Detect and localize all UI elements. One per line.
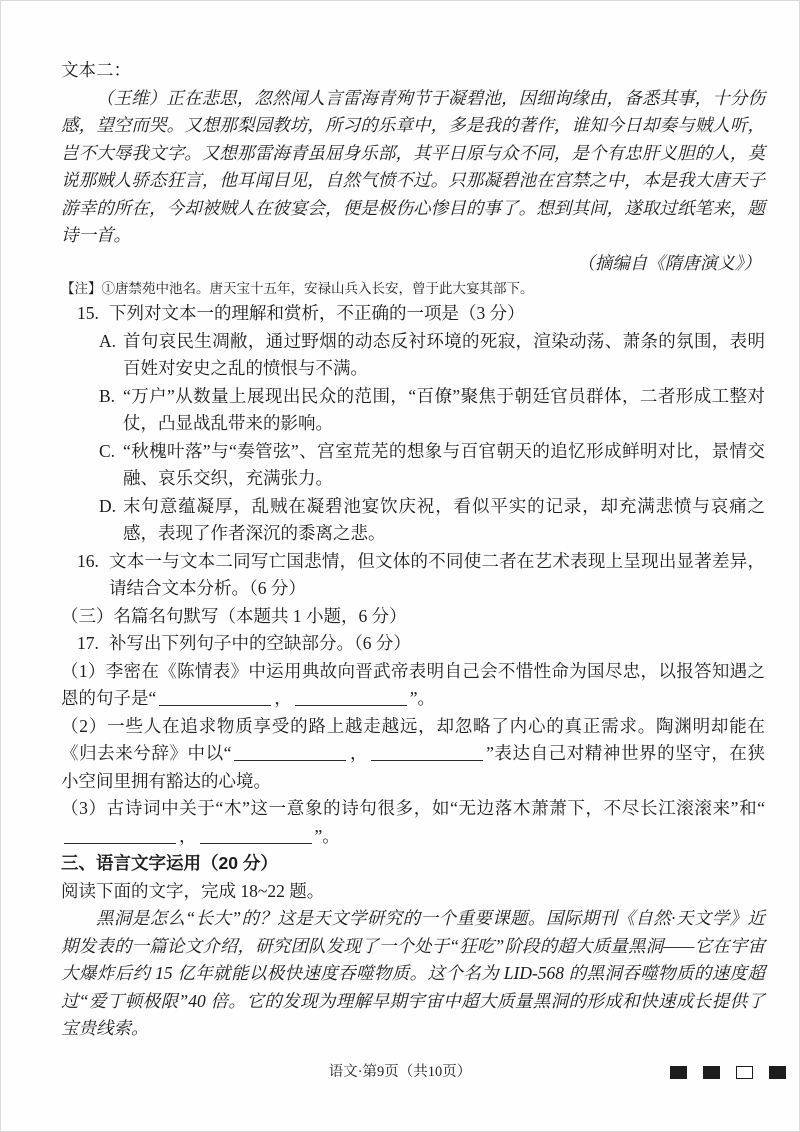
option-b-text: “万户”从数量上展现出民众的范围，“百僚”聚焦于朝廷官员群体，二者形成工整对仗，凸显战乱带来的影响。 xyxy=(123,385,765,433)
fill-blank-item-2 xyxy=(61,713,765,796)
item-1-text-post: ”。 xyxy=(409,688,436,708)
item-3-text-pre: （3）古诗词中关于“木”这一意象的诗句很多，如“无边落木萧萧下，不尽长江滚滚来”和“ xyxy=(61,798,765,818)
option-b-label: B. xyxy=(99,385,116,406)
question-15-option-d xyxy=(99,493,765,548)
question-16 xyxy=(61,548,765,603)
option-a-label: A. xyxy=(99,330,117,351)
text2-passage: （王维）正在悲思，忽然闻人言雷海青殉节于凝碧池，因细询缘由，备悉其事，十分伤感，望空而哭。又想那梨园教坊，所习的乐章中，多是我的著作，谁知今日却奏与贼人听，岂不大辱我文字。又想那雷海青虽屈身乐部，其平日原与众不同，是个有忠肝义胆的人，莫说那贼人骄态狂言，他耳闻目见，自然气愤不过。只那凝碧池在宫禁之中，本是我大唐天子游幸的所在，今却被贼人在彼宴会，便是极伤心惨目的事了。想到其间，遂取过纸笔来，题诗一首。 xyxy=(61,87,765,245)
page-footer: 语文·第9页（共10页） xyxy=(328,1064,472,1080)
item-3-text-post: ”。 xyxy=(314,825,340,846)
option-c-label: C. xyxy=(99,440,116,461)
option-a-text: 首句哀民生凋敝，通过野烟的动态反衬环境的死寂，渲染动荡、萧条的氛围，表明百姓对安史之乱的愤恨与不满。 xyxy=(123,330,765,378)
item-2-text-sep: ， xyxy=(349,743,369,763)
fill-blank-item-3 xyxy=(61,795,765,850)
option-d-text: 末句意蕴凝厚，乱贼在凝碧池宴饮庆祝，看似平实的记录，却充满悲愤与哀痛之感，表现了作者深沉的黍离之悲。 xyxy=(123,495,765,543)
question-15-stem: 下列对文本一的理解和赏析，不正确的一项是（3 分） xyxy=(109,303,525,323)
text2-source: （摘编自《隋唐演义》） xyxy=(577,252,761,273)
section-3-title: （三）名篇名句默写（本题共 1 小题，6 分） xyxy=(61,605,407,626)
item-3-text-sep: ， xyxy=(179,825,197,846)
question-15-number: 15. xyxy=(77,303,99,323)
item-1-text-sep: ， xyxy=(274,688,292,708)
question-15-option-a xyxy=(99,328,765,383)
print-mark-filled-icon xyxy=(670,1066,687,1079)
text2-note: 【注】①唐禁苑中池名。唐天宝十五年，安禄山兵入长安，曾于此大宴其部下。 xyxy=(61,281,534,296)
fill-blank-item-1 xyxy=(61,658,765,713)
print-mark-filled-icon xyxy=(769,1066,786,1079)
question-16-stem: 文本一与文本二同写亡国悲情，但文体的不同使二者在艺术表现上呈现出显著差异，请结合文本分析。（6 分） xyxy=(109,550,765,598)
answer-blank xyxy=(64,825,176,844)
print-mark-hollow-icon xyxy=(736,1066,753,1079)
option-c-text: “秋槐叶落”与“奏管弦”、宫室荒芜的想象与百官朝天的追忆形成鲜明对比，景情交融、哀乐交织，充满张力。 xyxy=(123,440,765,488)
section-lang-instruction: 阅读下面的文字，完成 18~22 题。 xyxy=(61,880,325,901)
answer-blank xyxy=(295,688,407,707)
answer-blank xyxy=(200,825,312,844)
question-16-number: 16. xyxy=(77,550,99,571)
question-17-number: 17. xyxy=(77,633,99,653)
answer-blank xyxy=(159,688,271,707)
item-1-text-pre: （1）李密在《陈情表》中运用典故向晋武帝表明自己会不惜性命为国尽忠，以报答知遇之恩的句子是“ xyxy=(61,660,765,708)
item-2-text-post: ”表达自己对精神世界的坚守，在狭小空间里拥有豁达的心境。 xyxy=(61,743,765,791)
question-17-stem: 补写出下列句子中的空缺部分。（6 分） xyxy=(109,633,411,653)
print-registration-marks xyxy=(670,1066,786,1079)
page-content xyxy=(1,1,799,1043)
print-mark-filled-icon xyxy=(703,1066,720,1079)
question-15-option-c xyxy=(99,438,765,493)
question-15 xyxy=(61,300,765,328)
answer-blank xyxy=(371,743,483,762)
item-2-text-pre: （2）一些人在追求物质享受的路上越走越远，却忽略了内心的真正需求。陶渊明却能在《归去来兮辞》中以“ xyxy=(61,715,765,763)
text2-label: 文本二： xyxy=(61,60,131,80)
question-17 xyxy=(61,630,765,658)
question-15-option-b xyxy=(99,383,765,438)
section-lang-title: 三、语言文字运用（20 分） xyxy=(61,853,278,873)
blackhole-passage: 黑洞是怎么“长大”的？这是天文学研究的一个重要课题。国际期刊《自然·天文学》近期发表的一篇论文介绍，研究团队发现了一个处于“狂吃”阶段的超大质量黑洞——它在宇宙大爆炸后约 15 亿年就能以极快速度吞噬物质。这个名为 LID-568 的黑洞吞噬物质的速度超过“爱丁顿极限”40 倍。它的发现为理解早期宇宙中超大质量黑洞的形成和快速成长提供了宝贵线索。 xyxy=(61,908,765,1038)
option-d-label: D. xyxy=(99,495,117,516)
answer-blank xyxy=(234,743,346,762)
